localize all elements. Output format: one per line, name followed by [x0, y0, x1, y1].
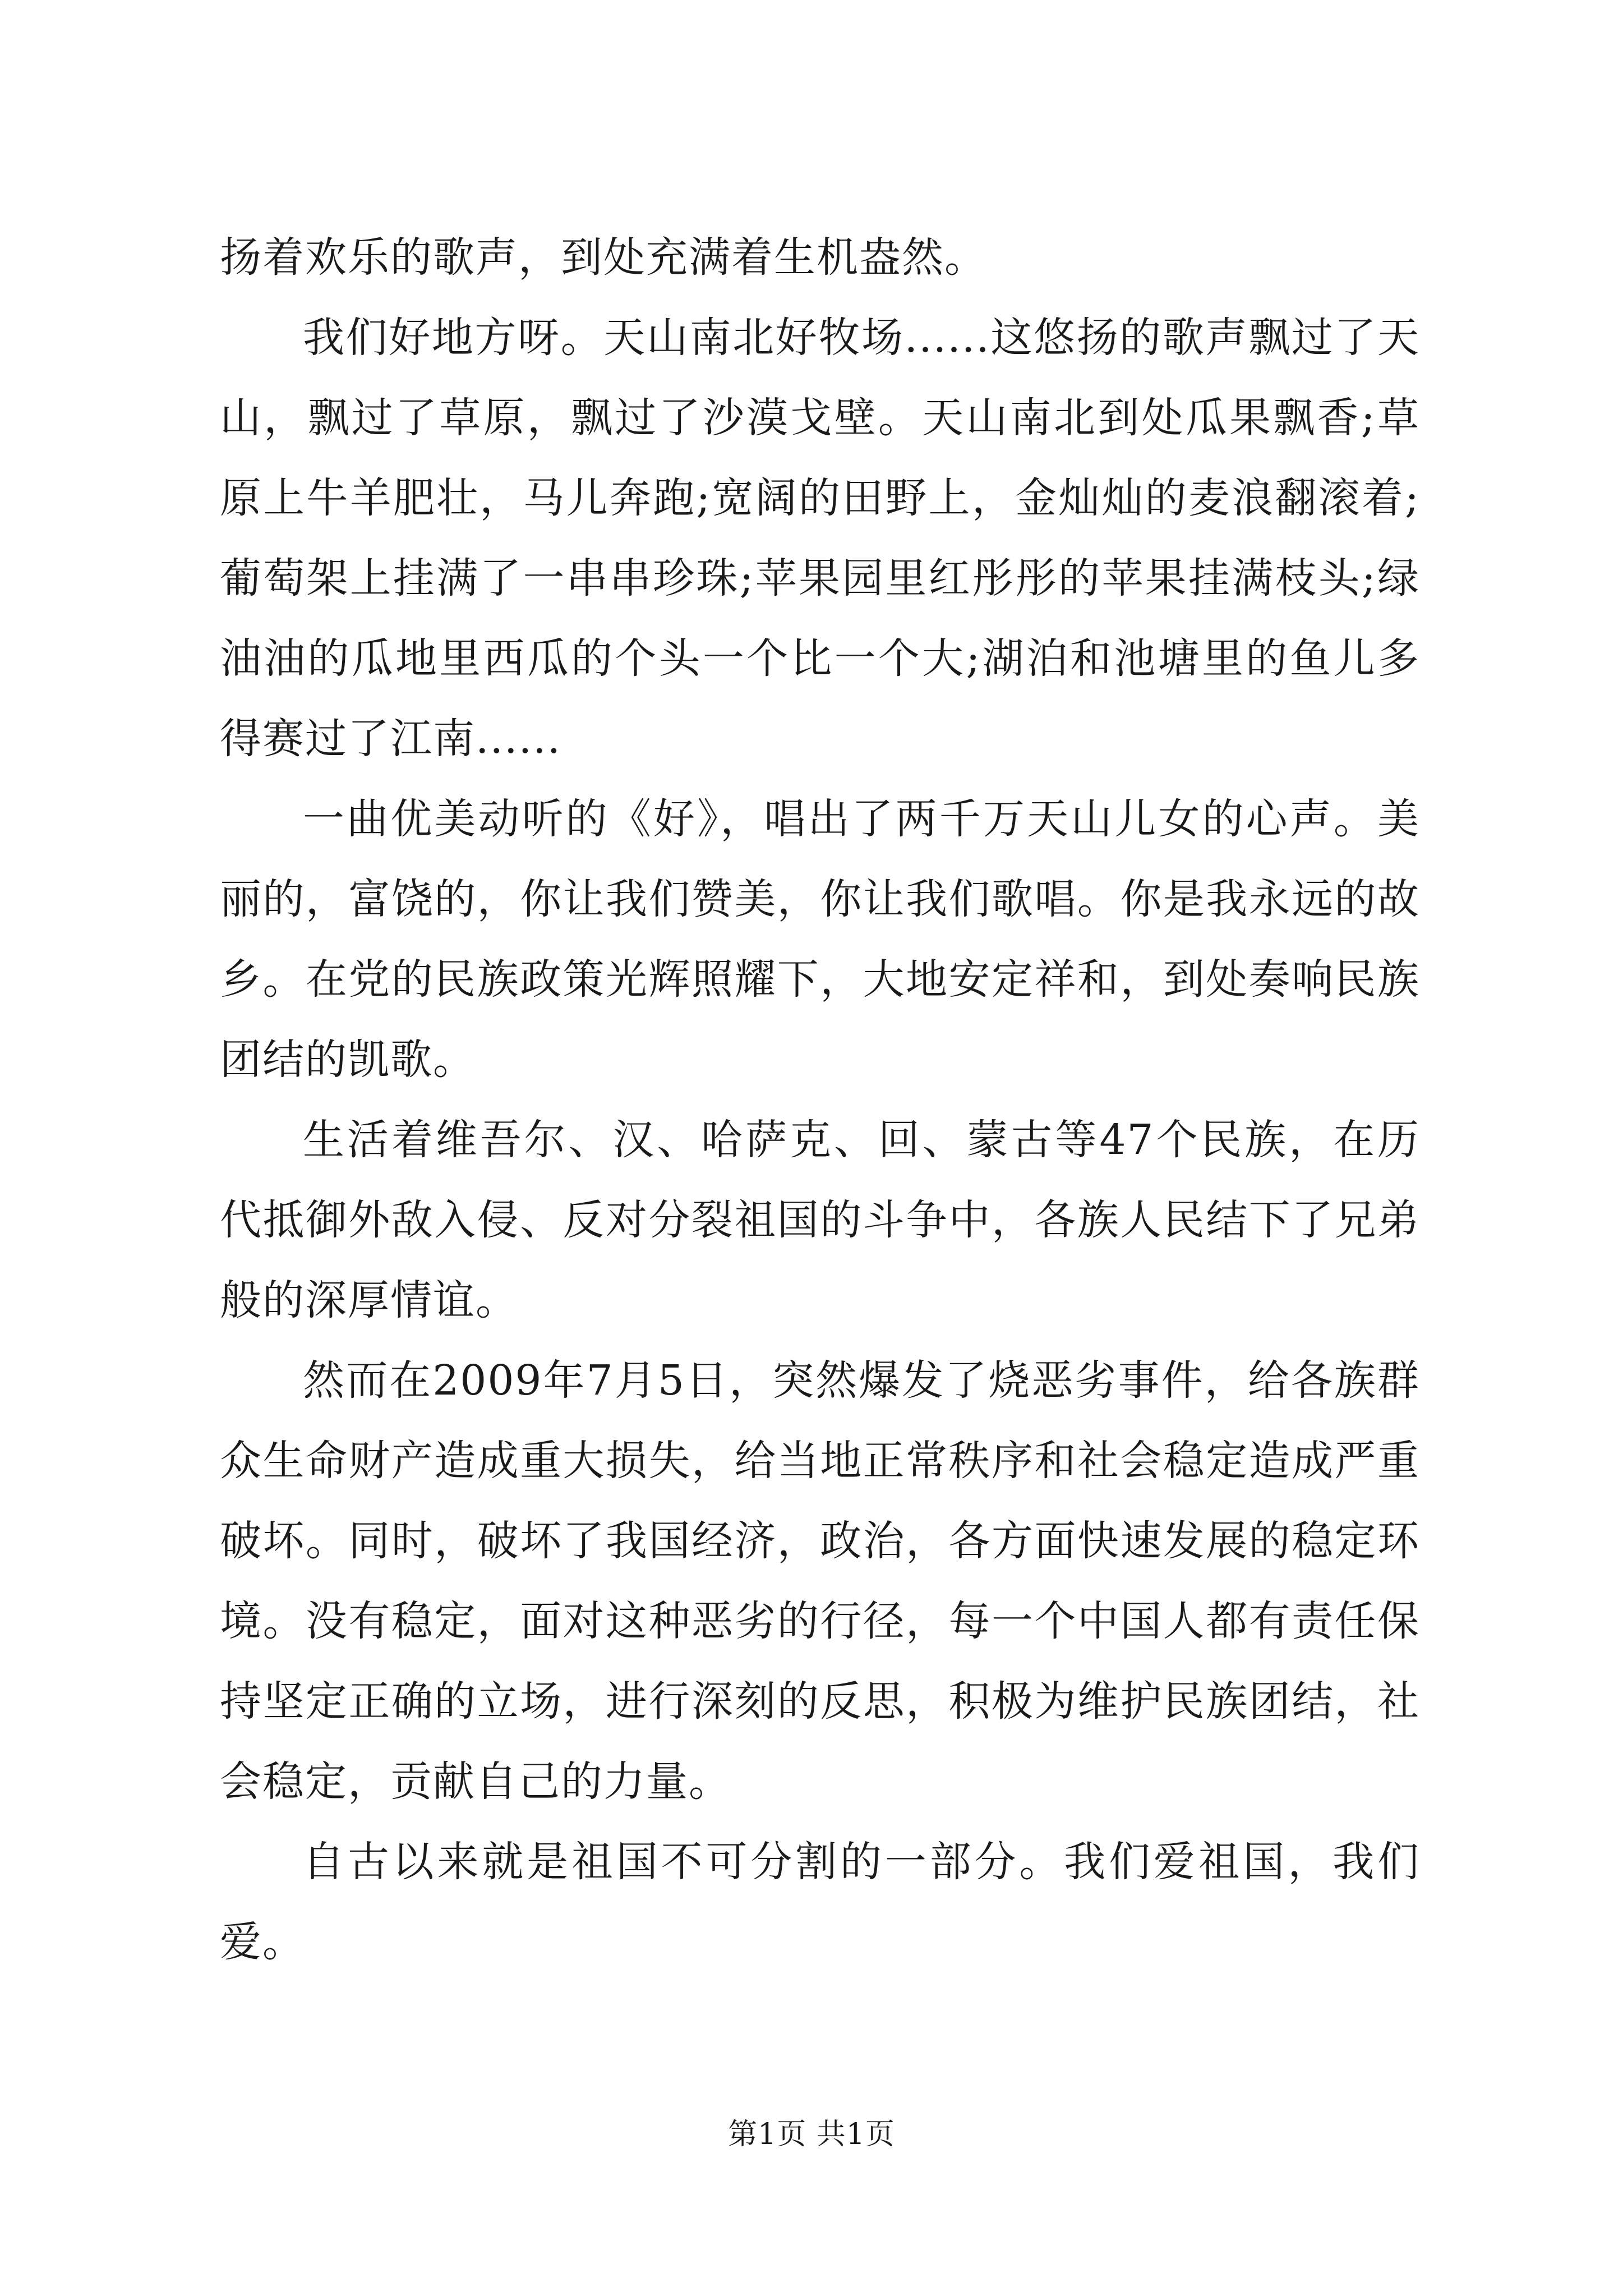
paragraph-incident: 然而在2009年7月5日，突然爆发了烧恶劣事件，给各族群众生命财产造成重大损失，给当地正常秩序和社会稳定造成严重破坏。同时，破坏了我国经济，政治，各方面快速发展的稳定环境。没有稳定，面对这种恶劣的行径，每一个中国人都有责任保持坚定正确的立场，进行深刻的反思，积极为维护民族团结，社会稳定，贡献自己的力量。 — [220, 1356, 1420, 1806]
paragraph-ethnic-groups: 生活着维吾尔、汉、哈萨克、回、蒙古等47个民族，在历代抵御外敌入侵、反对分裂祖国的斗争中，各族人民结下了兄弟般的深厚情谊。 — [220, 1116, 1420, 1324]
paragraph-song-description: 我们好地方呀。天山南北好牧场......这悠扬的歌声飘过了天山，飘过了草原，飘过了沙漠戈壁。天山南北到处瓜果飘香;草原上牛羊肥壮，马儿奔跑;宽阔的田野上，金灿灿的麦浪翻滚着;葡萄架上挂满了一串串珍珠;苹果园里红彤彤的苹果挂满枝头;绿油油的瓜地里西瓜的个头一个比一个大;湖泊和池塘里的鱼儿多得赛过了江南...... — [220, 314, 1420, 763]
paragraph-continuation: 扬着欢乐的歌声，到处充满着生机盎然。 — [220, 233, 987, 282]
paragraph-conclusion: 自古以来就是祖国不可分割的一部分。我们爱祖国，我们爱。 — [220, 1838, 1420, 1966]
body-text — [220, 218, 1420, 1982]
page-number-footer: 第1页 共1页 — [728, 2118, 895, 2151]
paragraph-song-voice: 一曲优美动听的《好》，唱出了两千万天山儿女的心声。美丽的，富饶的，你让我们赞美，你让我们歌唱。你是我永远的故乡。在党的民族政策光辉照耀下，大地安定祥和，到处奏响民族团结的凯歌。 — [220, 795, 1420, 1084]
